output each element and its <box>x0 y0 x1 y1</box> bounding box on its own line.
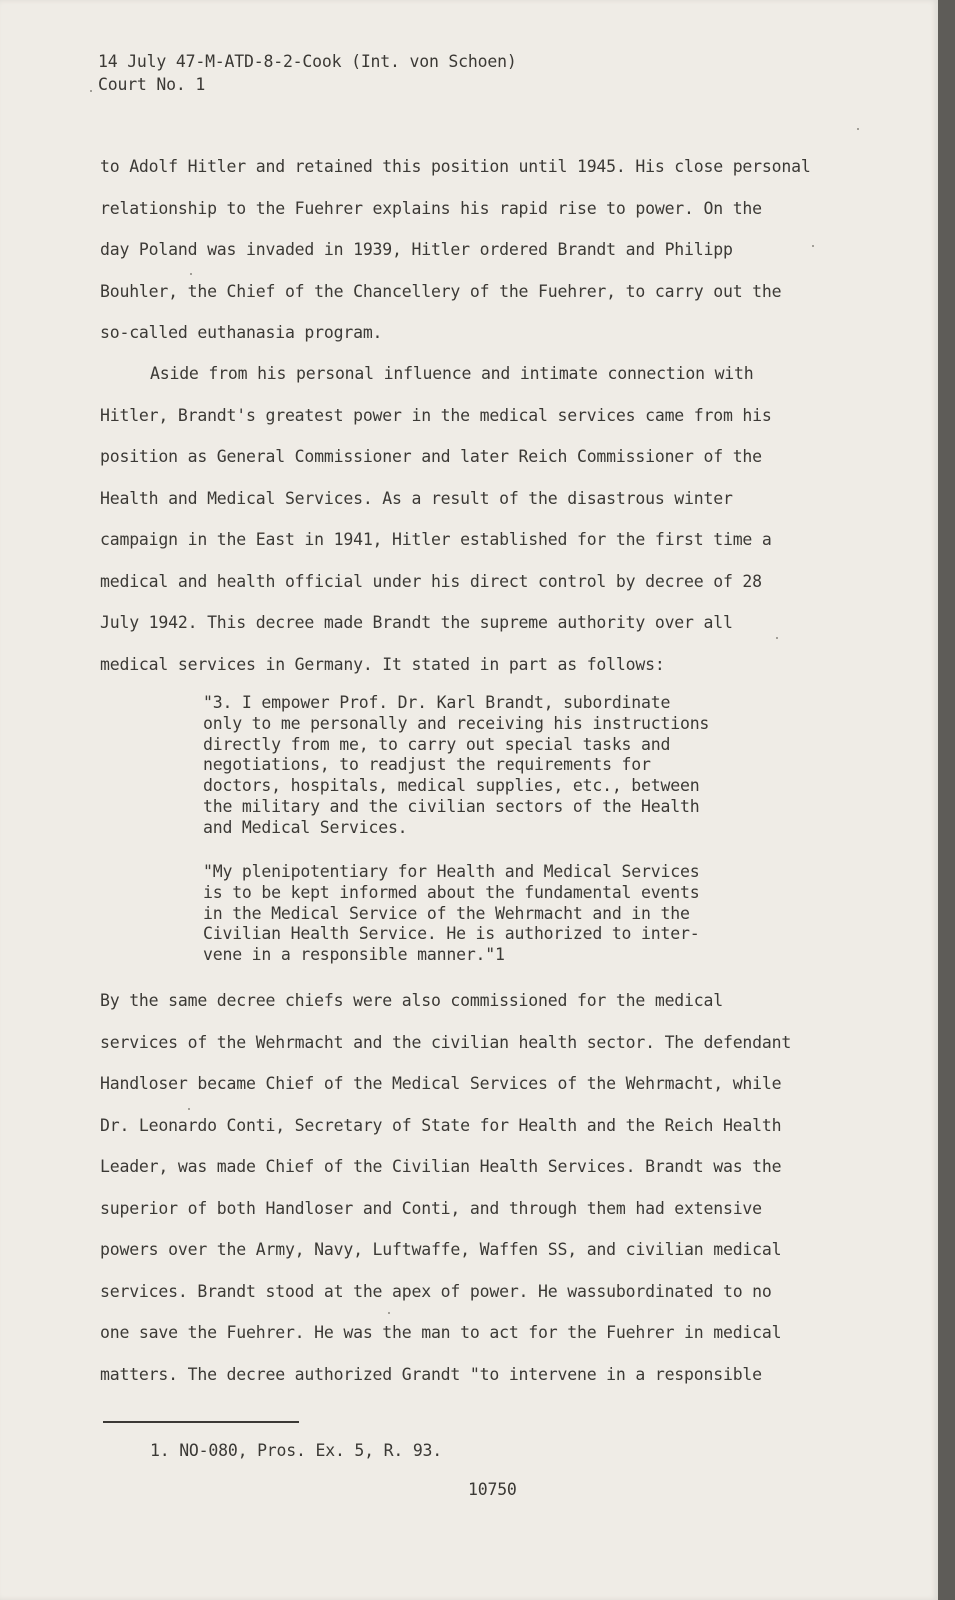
text-line: Handloser became Chief of the Medical Services of the Wehrmacht, while <box>100 1074 782 1093</box>
quote-line: "3. I empower Prof. Dr. Karl Brandt, subordinate <box>203 693 671 712</box>
text-line: Aside from his personal influence and intimate connection with <box>150 364 754 383</box>
quote-line: only to me personally and receiving his instructions <box>203 713 710 733</box>
quote-line: the military and the civilian sectors of the Health <box>203 796 700 816</box>
paragraph-hitler-rise <box>100 146 811 354</box>
footnote: 1. NO-080, Pros. Ex. 5, R. 93. <box>150 1441 443 1460</box>
block-quote-decree-section-3 <box>203 693 709 839</box>
text-line: position as General Commissioner and later Reich Commissioner of the <box>100 447 762 466</box>
quote-line: "My plenipotentiary for Health and Medical Services <box>203 862 700 881</box>
text-line: Hitler, Brandt's greatest power in the medical services came from his <box>100 405 772 425</box>
paper-speck <box>188 1108 190 1110</box>
paper-speck <box>190 273 192 275</box>
quote-line: in the Medical Service of the Wehrmacht and in the <box>203 903 690 923</box>
text-line: Bouhler, the Chief of the Chancellery of the Fuehrer, to carry out the <box>100 281 782 301</box>
text-line: day Poland was invaded in 1939, Hitler ordered Brandt and Philipp <box>100 240 733 259</box>
block-quote-plenipotentiary <box>203 862 699 966</box>
quote-line: negotiations, to readjust the requirements for <box>203 755 651 775</box>
text-line: services of the Wehrmacht and the civilian health sector. The defendant <box>100 1032 792 1052</box>
text-line: matters. The decree authorized Grandt "to intervene in a responsible <box>100 1364 762 1384</box>
header-line-court: Court No. 1 <box>98 75 206 94</box>
footnote-divider <box>103 1421 299 1423</box>
header-line-session: 14 July 47-M-ATD-8-2-Cook (Int. von Schoen) <box>98 52 517 71</box>
text-line: Leader, was made Chief of the Civilian Health Services. Brandt was the <box>100 1157 782 1176</box>
text-line: July 1942. This decree made Brandt the supreme authority over all <box>100 613 733 632</box>
text-line: Dr. Leonardo Conti, Secretary of State for Health and the Reich Health <box>100 1115 782 1135</box>
paper-speck <box>812 245 814 247</box>
text-line: so-called euthanasia program. <box>100 323 383 342</box>
quote-line: and Medical Services. <box>203 817 408 837</box>
paragraph-decree-chiefs <box>100 980 791 1395</box>
text-line: relationship to the Fuehrer explains his rapid rise to power. On the <box>100 198 762 218</box>
document-header <box>98 50 517 96</box>
text-line: By the same decree chiefs were also commissioned for the medical <box>100 991 723 1010</box>
text-line: superior of both Handloser and Conti, and through them had extensive <box>100 1198 762 1218</box>
text-line: Health and Medical Services. As a result of the disastrous winter <box>100 488 733 508</box>
quote-line: directly from me, to carry out special tasks and <box>203 734 671 754</box>
paper-speck <box>776 637 778 639</box>
paper-speck <box>857 128 859 130</box>
page-number: 10750 <box>468 1480 517 1499</box>
quote-line: vene in a responsible manner."1 <box>203 945 505 965</box>
paper-speck <box>90 90 92 92</box>
paper-speck <box>388 1312 390 1314</box>
quote-line: is to be kept informed about the fundamental events <box>203 882 700 902</box>
quote-line: doctors, hospitals, medical supplies, etc., between <box>203 776 700 796</box>
text-line: campaign in the East in 1941, Hitler established for the first time a <box>100 530 772 549</box>
quote-line: Civilian Health Service. He is authorized to inter- <box>203 924 700 944</box>
scan-background-edge <box>938 0 955 1600</box>
text-line: powers over the Army, Navy, Luftwaffe, Waffen SS, and civilian medical <box>100 1240 782 1259</box>
text-line: services. Brandt stood at the apex of power. He wassubordinated to no <box>100 1281 772 1301</box>
paragraph-brandt-power <box>100 353 772 685</box>
text-line: medical services in Germany. It stated in part as follows: <box>100 654 665 674</box>
text-line: to Adolf Hitler and retained this position until 1945. His close personal <box>100 157 811 176</box>
text-line: medical and health official under his direct control by decree of 28 <box>100 571 762 591</box>
text-line: one save the Fuehrer. He was the man to act for the Fuehrer in medical <box>100 1323 782 1342</box>
